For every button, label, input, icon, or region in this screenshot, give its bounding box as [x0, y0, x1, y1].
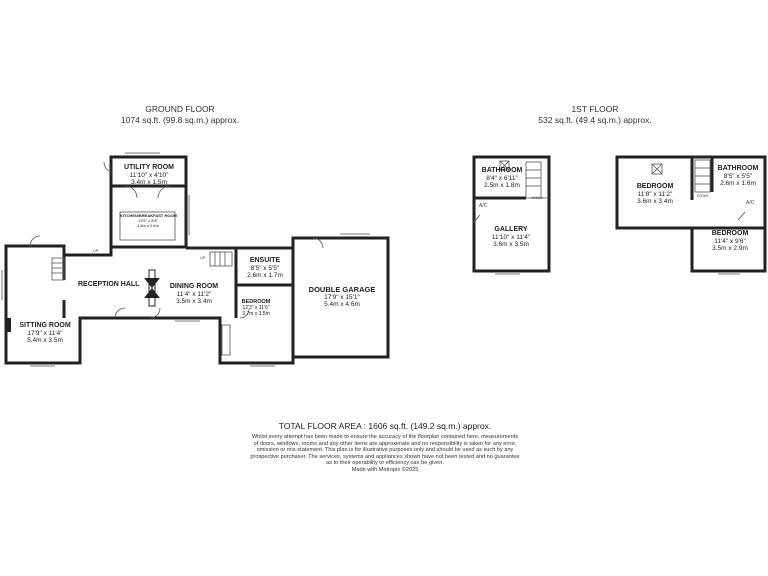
room-dining — [164, 283, 224, 306]
room-metric: 3.6m x 3.4m — [637, 198, 673, 205]
total-floor-area: TOTAL FLOOR AREA : 1606 sq.ft. (149.2 sq.m.) approx. — [278, 421, 492, 431]
room-metric: 2.5m x 1.8m — [484, 182, 520, 189]
room-bedroom-first-left — [624, 183, 686, 206]
up-label-hall: UP — [93, 248, 99, 253]
room-imperial: 8'4" x 6'11" — [486, 174, 518, 182]
room-name: ENSUITE — [249, 257, 281, 264]
room-metric: 3.5m x 3.4m — [176, 298, 212, 305]
room-imperial: 11'10" x 11'4" — [491, 233, 531, 241]
room-imperial: 11'8" x 11'2" — [637, 190, 673, 198]
room-metric: 3.6m x 3.5m — [493, 241, 529, 248]
ground-floor-title: GROUND FLOOR — [145, 104, 215, 114]
room-gallery — [480, 226, 542, 249]
ac-label-right: A/C — [746, 200, 755, 206]
ground-floor-heading — [110, 104, 250, 126]
disclaimer-line: prospective purchaser. The services, systems and appliances shown have not been tested and no guarantee — [250, 453, 520, 460]
room-garage — [302, 286, 382, 309]
room-kitchen — [120, 213, 176, 228]
room-name: BEDROOM — [711, 230, 749, 237]
dining-stove — [144, 270, 160, 306]
room-imperial: 8'5" x 5'5" — [250, 264, 280, 272]
room-name: SITTING ROOM — [19, 322, 71, 329]
disclaimer-line: as to their operability or efficiency can be given. — [326, 460, 444, 467]
room-bedroom-ground — [230, 299, 282, 317]
fireplace — [6, 318, 11, 332]
room-reception — [78, 281, 138, 289]
metropix-credit: Made with Metropix ©2025 — [351, 466, 419, 473]
room-metric: 2.6m x 1.6m — [720, 180, 756, 187]
ground-floor-area: 1074 sq.ft. (99.8 sq.m.) approx. — [120, 115, 240, 125]
room-metric: 2.6m x 1.7m — [247, 272, 283, 279]
room-imperial: 17'9" x 11'4" — [27, 329, 63, 337]
room-name: BATHROOM — [481, 167, 523, 174]
room-imperial: 12'3" x 11'6" — [242, 305, 270, 311]
room-imperial: 11'4" x 11'2" — [176, 290, 212, 298]
ac-label-left: A/C — [479, 203, 488, 209]
room-name: BATHROOM — [717, 165, 759, 172]
room-metric: 3.4m x 1.5m — [131, 179, 167, 186]
first-floor-title: 1ST FLOOR — [571, 104, 619, 114]
bedroom-wardrobe — [222, 325, 230, 355]
room-metric: 4.6m x 2.6m — [136, 223, 159, 228]
room-metric: 3.7m x 3.5m — [242, 311, 270, 317]
room-bedroom-first-right — [700, 230, 760, 253]
room-metric: 3.5m x 2.9m — [712, 245, 748, 252]
down-label-left: DOWN — [532, 196, 544, 200]
room-bathroom-first-right — [712, 165, 764, 188]
stairs-ground — [52, 258, 64, 280]
disclaimer — [230, 434, 540, 474]
room-sitting — [12, 322, 78, 345]
room-metric: 5.4m x 4.6m — [324, 301, 360, 308]
up-label-dining: UP — [200, 255, 206, 260]
first-floor-area: 532 sq.ft. (49.4 sq.m.) approx. — [538, 115, 652, 125]
room-name: GALLERY — [494, 226, 528, 233]
stairs-dining — [210, 252, 232, 266]
room-name: BEDROOM — [636, 183, 674, 190]
disclaimer-line: omission or mis-statement. This plan is for illustrative purposes only and should be used as such by any — [256, 447, 514, 454]
room-imperial: 15'5" x 8'8" — [138, 218, 158, 223]
room-name: UTILITY ROOM — [123, 164, 175, 171]
room-imperial: 11'4" x 9'6" — [714, 237, 746, 245]
room-imperial: 17'9" x 15'1" — [324, 293, 360, 301]
room-name: DINING ROOM — [169, 283, 219, 290]
room-name: RECEPTION HALL — [78, 281, 140, 288]
down-label-right: DOWN — [697, 194, 709, 198]
room-imperial: 11'10" x 4'10" — [129, 171, 169, 179]
room-metric: 5.4m x 3.5m — [27, 337, 63, 344]
disclaimer-line: of doors, windows, rooms and any other items are approximate and no responsibility is taken for any error, — [253, 440, 517, 447]
room-name: DOUBLE GARAGE — [308, 285, 376, 294]
disclaimer-line: Whilst every attempt has been made to ensure the accuracy of the floorplan contained here, measurements — [251, 434, 519, 440]
room-name: BEDROOM — [241, 299, 271, 305]
room-imperial: 8'5" x 5'5" — [723, 172, 753, 180]
room-bathroom-first-left — [476, 167, 528, 190]
first-floor-heading — [525, 104, 665, 126]
room-utility — [118, 164, 180, 187]
room-ensuite — [238, 257, 292, 280]
room-name: KITCHEN/BREAKFAST ROOM — [120, 213, 177, 218]
